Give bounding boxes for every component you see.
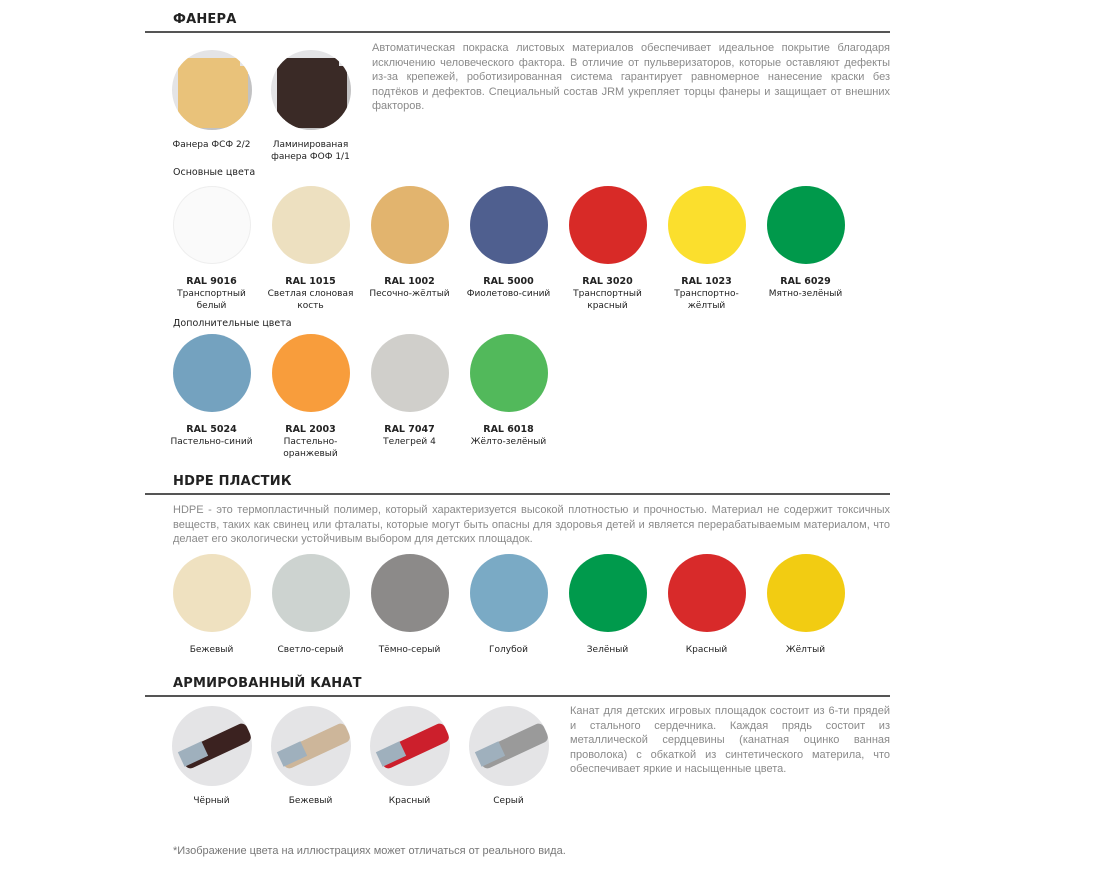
hdpe-color-item	[756, 554, 855, 656]
color-name: Песочно-жёлтый	[369, 289, 450, 299]
hdpe-color-swatch	[767, 554, 845, 632]
extra-color-swatch	[371, 334, 449, 412]
color-name: Тёмно-серый	[378, 645, 441, 655]
color-name: Зелёный	[586, 645, 629, 655]
color-code: RAL 7047	[384, 424, 435, 435]
hdpe-color-item	[162, 554, 261, 656]
extra-color-swatch	[173, 334, 251, 412]
main-color-item	[756, 186, 855, 300]
color-name: Красный	[388, 796, 431, 806]
main-color-item	[162, 186, 261, 312]
rope-heading: АРМИРОВАННЫЙ КАНАТ	[173, 676, 362, 691]
extra-colors-label: Дополнительные цвета	[173, 318, 292, 329]
plywood-heading: ФАНЕРА	[173, 12, 237, 27]
main-color-item	[459, 186, 558, 300]
color-name: Пастельно-оранжевый	[283, 437, 338, 459]
rope-color-swatch	[370, 706, 450, 786]
hdpe-color-swatch	[272, 554, 350, 632]
main-color-item	[360, 186, 459, 300]
footnote: *Изображение цвета на иллюстрациях может отличаться от реального вида.	[173, 845, 566, 857]
color-name: Чёрный	[193, 796, 230, 806]
extra-color-item	[162, 334, 261, 448]
color-name: Голубой	[489, 645, 528, 655]
rope-color-swatch	[271, 706, 351, 786]
hdpe-color-item	[459, 554, 558, 656]
hdpe-color-item	[360, 554, 459, 656]
color-name: Транспортный белый	[177, 289, 246, 311]
hdpe-color-swatch	[371, 554, 449, 632]
hdpe-heading: HDPE ПЛАСТИК	[173, 474, 292, 489]
color-name: Пастельно-синий	[170, 437, 253, 447]
extra-color-swatch	[272, 334, 350, 412]
hdpe-color-item	[657, 554, 756, 656]
color-name: Светлая слоновая кость	[267, 289, 354, 311]
color-name: Жёлтый	[785, 645, 826, 655]
rope-color-swatch	[172, 706, 252, 786]
color-name: Фанера ФСФ 2/2	[172, 140, 251, 150]
divider	[145, 31, 890, 33]
hdpe-color-swatch	[569, 554, 647, 632]
color-name: Светло-серый	[277, 645, 344, 655]
rope-color-swatch	[469, 706, 549, 786]
main-color-item	[558, 186, 657, 312]
hdpe-color-item	[558, 554, 657, 656]
plywood-type-swatch	[172, 50, 252, 130]
main-color-swatch	[371, 186, 449, 264]
plywood-type-item	[261, 50, 360, 163]
main-colors-label: Основные цвета	[173, 167, 256, 178]
color-name: Жёлто-зелёный	[470, 437, 547, 447]
divider	[145, 493, 890, 495]
extra-color-swatch	[470, 334, 548, 412]
color-name: Бежевый	[189, 645, 234, 655]
rope-description: Канат для детских игровых площадок состоит из 6-ти прядей и стального сердечника. Каждая прядь состоит из металлической сердцевины (канатная оцинко ванная проволока) с обкаткой из синтетического материла, что обеспечивает яркие и насыщенные цвета.	[570, 705, 890, 775]
rope-color-item	[261, 706, 360, 807]
main-color-swatch	[668, 186, 746, 264]
plywood-type-swatch	[271, 50, 351, 130]
color-code: RAL 2003	[285, 424, 336, 435]
main-color-swatch	[767, 186, 845, 264]
color-code: RAL 5000	[483, 276, 534, 287]
color-code: RAL 1002	[384, 276, 435, 287]
rope-color-item	[360, 706, 459, 807]
color-code: RAL 5024	[186, 424, 237, 435]
main-color-swatch	[173, 186, 251, 264]
hdpe-color-swatch	[173, 554, 251, 632]
rope-color-item	[162, 706, 261, 807]
main-color-item	[657, 186, 756, 312]
hdpe-color-item	[261, 554, 360, 656]
hdpe-color-swatch	[470, 554, 548, 632]
plywood-type-item	[162, 50, 261, 151]
plywood-description: Автоматическая покраска листовых материалов обеспечивает идеальное покрытие благодаря исключению человеческого фактора. В отличие от пульверизаторов, которые оставляют дефекты из-за крепежей, роботизированная система гарантирует равномерное нанесение краски без подтёков и дефектов. Специальный состав JRM укрепляет торцы фанеры и защищает от внешних факторов.	[372, 42, 890, 112]
divider	[145, 695, 890, 697]
color-code: RAL 1015	[285, 276, 336, 287]
color-name: Транспортный красный	[573, 289, 642, 311]
main-color-swatch	[569, 186, 647, 264]
color-code: RAL 1023	[681, 276, 732, 287]
extra-color-item	[360, 334, 459, 448]
color-name: Ламинированая фанера ФОФ 1/1	[271, 140, 350, 162]
hdpe-color-swatch	[668, 554, 746, 632]
color-name: Транспортно-жёлтый	[674, 289, 739, 311]
main-color-swatch	[272, 186, 350, 264]
color-name: Бежевый	[288, 796, 333, 806]
main-color-swatch	[470, 186, 548, 264]
color-name: Телегрей 4	[383, 437, 436, 447]
color-name: Мятно-зелёный	[768, 289, 843, 299]
extra-color-item	[459, 334, 558, 448]
extra-color-item	[261, 334, 360, 460]
color-name: Серый	[493, 796, 524, 806]
color-code: RAL 9016	[186, 276, 237, 287]
color-code: RAL 6029	[780, 276, 831, 287]
color-name: Красный	[685, 645, 728, 655]
color-name: Фиолетово-синий	[466, 289, 551, 299]
color-code: RAL 6018	[483, 424, 534, 435]
rope-color-item	[459, 706, 558, 807]
hdpe-description: HDPE - это термопластичный полимер, который характеризуется высокой плотностью и прочностью. Материал не содержит токсичных веществ, таких как свинец или фталаты, которые могут быть опасны для здоровья детей и является перерабатываемым материалом, что делает его экологически устойчивым выбором для детских площадок.	[173, 504, 890, 545]
color-code: RAL 3020	[582, 276, 633, 287]
main-color-item	[261, 186, 360, 312]
